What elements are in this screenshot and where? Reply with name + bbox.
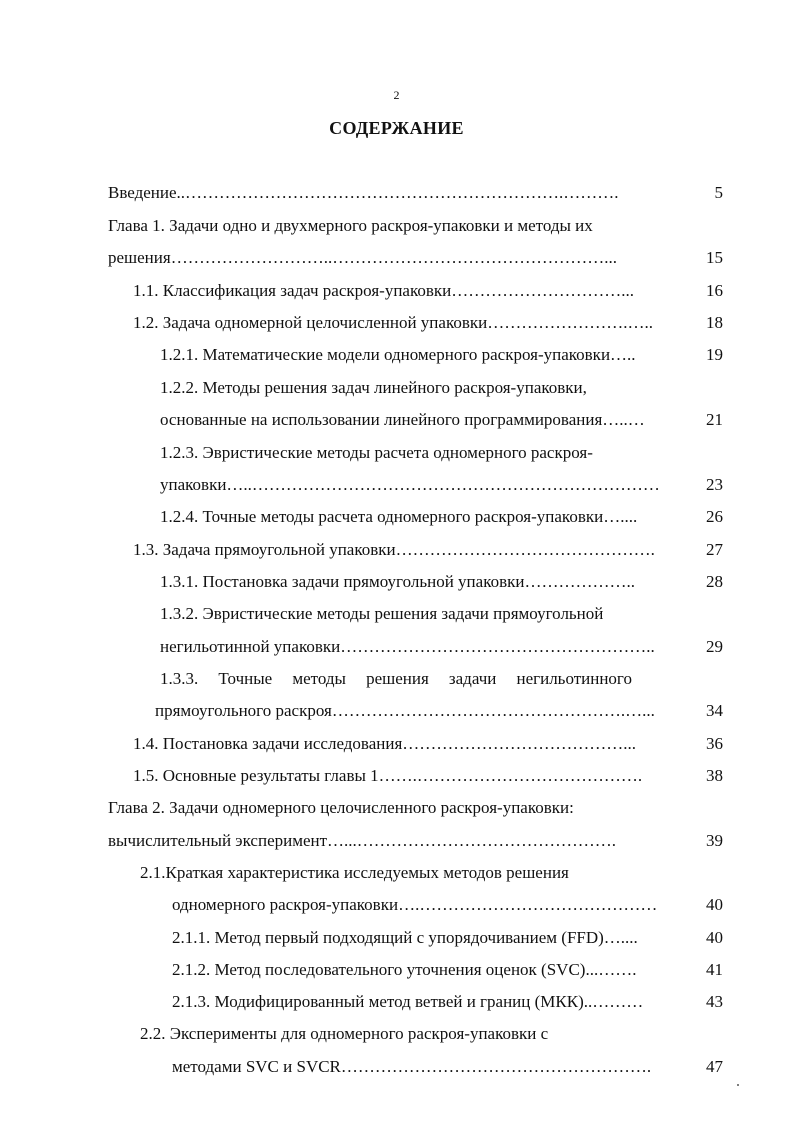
toc-entry-text: упаковки…..……………………………………………………………… [160, 475, 660, 494]
toc-entry-1-2-1[interactable] [160, 339, 688, 371]
toc-entry-text: прямоугольного раскроя…………………………………………….…... [155, 701, 655, 720]
toc-page-number: 47 [706, 1057, 723, 1076]
toc-entry-text: 2.1.3. Модифицированный метод ветвей и границ (МКК)..……… [172, 992, 644, 1011]
toc-entry-chapter-2[interactable] [108, 792, 658, 824]
toc-page-number: 28 [706, 572, 723, 591]
toc-page-number: 36 [706, 734, 723, 753]
toc-entry-chapter-1[interactable] [108, 210, 648, 242]
toc-entry-1-3-3-cont[interactable] [155, 695, 688, 727]
toc-entry-text: 1.1. Классификация задач раскроя-упаковки…………………………... [133, 281, 634, 300]
toc-page-number [683, 663, 723, 695]
toc-entry-text: 1.2. Задача одномерной целочисленной упаковки…………………….….. [133, 313, 653, 332]
toc-entry-2-1[interactable] [140, 857, 640, 889]
toc-page-number: 5 [714, 183, 723, 202]
toc-entry-text: одномерного раскроя-упаковки….…………………………………… [172, 895, 658, 914]
toc-entry-text: Глава 2. Задачи одномерного целочисленного раскроя-упаковки: [108, 798, 574, 817]
page-number: 2 [393, 88, 400, 102]
toc-entry-text: Глава 1. Задачи одно и двухмерного раскроя-упаковки и методы их [108, 216, 593, 235]
toc-entry-1-2-3[interactable] [160, 437, 640, 469]
toc-entry-text: 1.3.2. Эвристические методы решения задачи прямоугольной [160, 604, 604, 623]
toc-page-number: 16 [706, 281, 723, 300]
toc-page-number: 40 [706, 928, 723, 947]
toc-entry-1-3-2-cont[interactable] [160, 631, 688, 663]
toc-entry-1-1[interactable] [133, 275, 688, 307]
toc-entry-2-1-cont[interactable] [172, 889, 688, 921]
toc-page-number: 34 [706, 701, 723, 720]
toc-entry-text: методами SVC и SVCR………………………………………………. [172, 1057, 652, 1076]
toc-page-number: 43 [706, 992, 723, 1011]
toc-page-number [683, 210, 723, 242]
toc-page-number: 23 [706, 475, 723, 494]
toc-entry-introduction[interactable] [108, 177, 688, 209]
toc-entry-text: 1.3. Задача прямоугольной упаковки………………………………………. [133, 540, 655, 559]
toc-entry-1-3[interactable] [133, 534, 688, 566]
toc-page-number: 39 [706, 831, 723, 850]
toc-entry-text: 1.3.1. Постановка задачи прямоугольной упаковки……………….. [160, 572, 635, 591]
toc-entry-text: 1.2.4. Точные методы расчета одномерного раскроя-упаковки….... [160, 507, 638, 526]
toc-entry-1-3-2[interactable] [160, 598, 660, 630]
toc-entry-2-1-1[interactable] [172, 922, 688, 954]
toc-entry-text: 2.1.2. Метод последовательного уточнения оценок (SVC)...……. [172, 960, 637, 979]
toc-entry-1-3-3[interactable] [160, 663, 632, 695]
toc-entry-text: 1.2.3. Эвристические методы расчета одномерного раскроя- [160, 443, 593, 462]
toc-entry-text: 1.2.2. Методы решения задач линейного раскроя-упаковки, [160, 378, 587, 397]
toc-page-number: 26 [706, 507, 723, 526]
toc-page-number [683, 372, 723, 404]
toc-page-number: 41 [706, 960, 723, 979]
toc-entry-1-4[interactable] [133, 728, 688, 760]
toc-entry-1-2-2[interactable] [160, 372, 660, 404]
toc-entry-1-2[interactable] [133, 307, 688, 339]
toc-page-number [683, 598, 723, 630]
toc-entry-text: 1.5. Основные результаты главы 1…….…………………………………. [133, 766, 643, 785]
scan-speck [737, 1084, 739, 1086]
toc-entry-2-1-3[interactable] [172, 986, 688, 1018]
toc-entry-2-1-2[interactable] [172, 954, 688, 986]
toc-page-number: 18 [706, 313, 723, 332]
toc-entry-text: 2.2. Эксперименты для одномерного раскроя-упаковки с [140, 1024, 549, 1043]
toc-entry-text: 1.4. Постановка задачи исследования…………………………………... [133, 734, 637, 753]
toc-entry-2-2[interactable] [140, 1018, 640, 1050]
toc-entry-text: 1.2.1. Математические модели одномерного раскроя-упаковки….. [160, 345, 636, 364]
toc-entry-text: Введение..………………………………………………………….………. [108, 183, 619, 202]
toc-entry-text: негильотинной упаковки……………………………………………….. [160, 637, 655, 656]
toc-page-number: 40 [706, 895, 723, 914]
toc-entry-1-2-2-cont[interactable] [160, 404, 688, 436]
toc-page-number: 29 [706, 637, 723, 656]
toc-entry-text: 2.1.Краткая характеристика исследуемых методов решения [140, 863, 569, 882]
toc-page-number: 19 [706, 345, 723, 364]
toc-entry-1-3-1[interactable] [160, 566, 688, 598]
toc-entry-2-2-cont[interactable] [172, 1051, 688, 1083]
toc-page-number [683, 792, 723, 824]
toc-page-number [683, 1018, 723, 1050]
toc-entry-1-2-4[interactable] [160, 501, 688, 533]
toc-entry-text: основанные на использовании линейного программирования…..… [160, 410, 645, 429]
toc-page-number [683, 437, 723, 469]
toc-page-number: 15 [706, 248, 723, 267]
toc-entry-chapter-2-cont[interactable] [108, 825, 688, 857]
toc-page-number: 27 [706, 540, 723, 559]
toc-entry-1-5[interactable] [133, 760, 688, 792]
toc-page-number [683, 857, 723, 889]
toc-entry-chapter-1-cont[interactable] [108, 242, 688, 274]
toc-entry-1-2-3-cont[interactable] [160, 469, 688, 501]
toc-entry-text: 1.3.3. Точные методы решения задачи негильотинного [160, 669, 632, 688]
page-title: СОДЕРЖАНИЕ [329, 118, 464, 138]
toc-page-number: 21 [706, 410, 723, 429]
toc-entry-text: 2.1.1. Метод первый подходящий с упорядочиванием (FFD)….... [172, 928, 638, 947]
toc-entry-text: решения………………………..…………………………………………... [108, 248, 617, 267]
toc-entry-text: вычислительный эксперимент…...………………………………………. [108, 831, 617, 850]
toc-page-number: 38 [706, 766, 723, 785]
